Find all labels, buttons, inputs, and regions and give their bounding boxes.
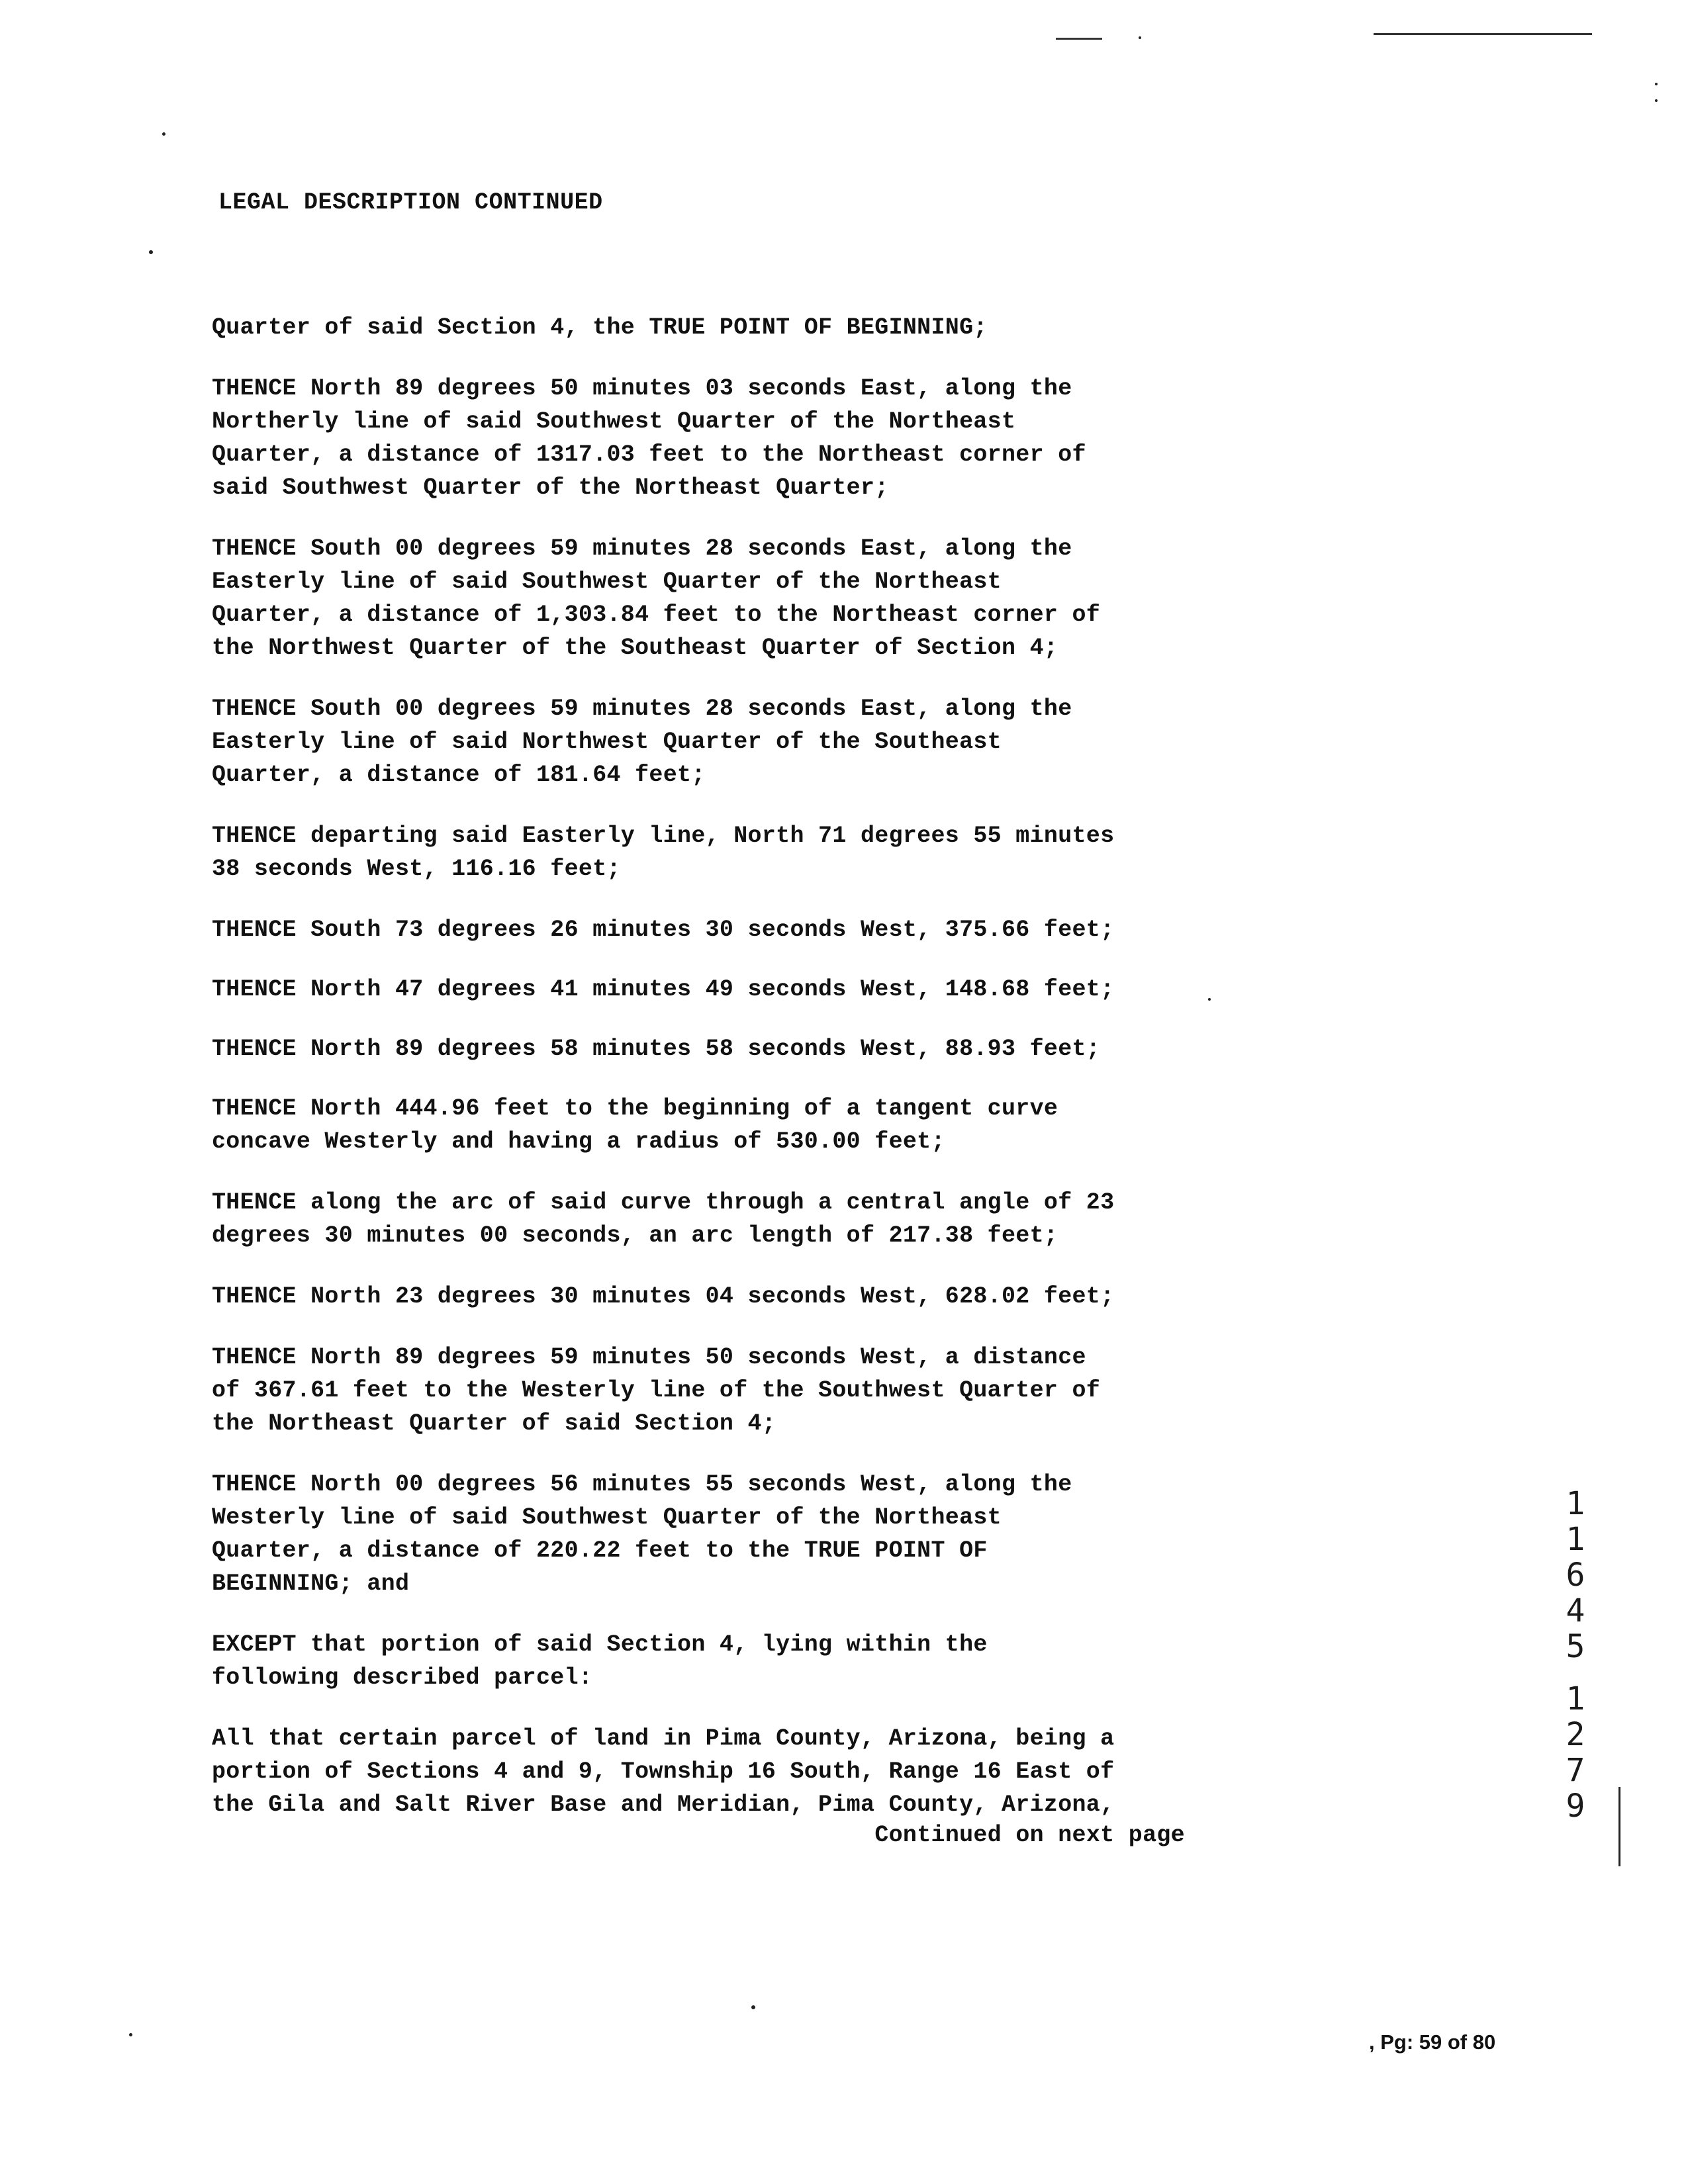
recording-digit: 1 [1566,1485,1585,1522]
scan-speck [162,132,165,136]
recording-number-top [1562,1486,1589,1664]
legal-description-body [212,311,1244,1852]
paragraph-11: THENCE North 23 degrees 30 minutes 04 seconds West, 628.02 feet; [212,1283,1115,1310]
page-indicator: , Pg: 59 of 80 [1369,2030,1496,2054]
recording-digit: 4 [1566,1592,1585,1629]
paragraph-1: Quarter of said Section 4, the TRUE POINT OF BEGINNING; [212,314,988,341]
paragraph-7: THENCE North 47 degrees 41 minutes 49 seconds West, 148.68 feet; [212,976,1115,1003]
recording-digit: 1 [1566,1680,1585,1717]
recording-digit: 9 [1566,1788,1585,1825]
paragraph-4: THENCE South 00 degrees 59 minutes 28 seconds East, along the Easterly line of said Northwest Quarter of the Southeast Quarter, a distance of 181.64 feet; [212,696,1072,788]
paragraph-12: THENCE North 89 degrees 59 minutes 50 seconds West, a distance of 367.61 feet to the Westerly line of the Southwest Quarter of the Northeast Quarter of said Section 4; [212,1344,1101,1437]
recording-digit: 5 [1566,1628,1585,1665]
scan-speck [1655,99,1658,102]
scan-speck [129,2033,132,2036]
paragraph-6: THENCE South 73 degrees 26 minutes 30 seconds West, 375.66 feet; [212,917,1115,943]
scan-speck [1655,83,1658,85]
recording-digit: 2 [1566,1716,1585,1753]
scan-rule-top-center [1056,38,1102,40]
scan-rule-top-right [1374,33,1592,35]
paragraph-13: THENCE North 00 degrees 56 minutes 55 seconds West, along the Westerly line of said Southwest Quarter of the Northeast Quarter, a distance of 220.22 feet to the TRUE POINT OF BEGINNING; and [212,1471,1072,1597]
paragraph-14: EXCEPT that portion of said Section 4, lying within the following described parcel: [212,1631,988,1691]
paragraph-9: THENCE North 444.96 feet to the beginning of a tangent curve concave Westerly and having a radius of 530.00 feet; [212,1095,1058,1155]
scan-speck [1139,36,1141,39]
scan-speck [751,2005,755,2009]
paragraph-15: All that certain parcel of land in Pima County, Arizona, being a portion of Sections 4 and 9, Township 16 South, Range 16 East of the Gila and Salt River Base and Meridian, Pima County, Arizona, [212,1725,1115,1818]
paragraph-5: THENCE departing said Easterly line, North 71 degrees 55 minutes 38 seconds West, 116.16 feet; [212,823,1115,882]
scan-speck [149,250,153,254]
recording-number-bottom [1562,1681,1589,1824]
paragraph-2: THENCE North 89 degrees 50 minutes 03 seconds East, along the Northerly line of said Southwest Quarter of the Northeast Quarter, a distance of 1317.03 feet to the Northeast corner of said Southwest Quarter of the Northeast Quarter; [212,375,1086,501]
scan-edge-line [1618,1787,1620,1866]
continued-note: Continued on next page [874,1822,1185,1848]
document-heading: LEGAL DESCRIPTION CONTINUED [218,189,603,216]
paragraph-8: THENCE North 89 degrees 58 minutes 58 seconds West, 88.93 feet; [212,1036,1101,1062]
paragraph-10: THENCE along the arc of said curve through a central angle of 23 degrees 30 minutes 00 seconds, an arc length of 217.38 feet; [212,1189,1115,1249]
recording-digit: 6 [1566,1557,1585,1594]
paragraph-3: THENCE South 00 degrees 59 minutes 28 seconds East, along the Easterly line of said Southwest Quarter of the Northeast Quarter, a distance of 1,303.84 feet to the Northeast corner of the Northwest Quarter of the Southeast Quarter of Section 4; [212,535,1101,661]
recording-digit: 1 [1566,1521,1585,1558]
recording-digit: 7 [1566,1752,1585,1789]
